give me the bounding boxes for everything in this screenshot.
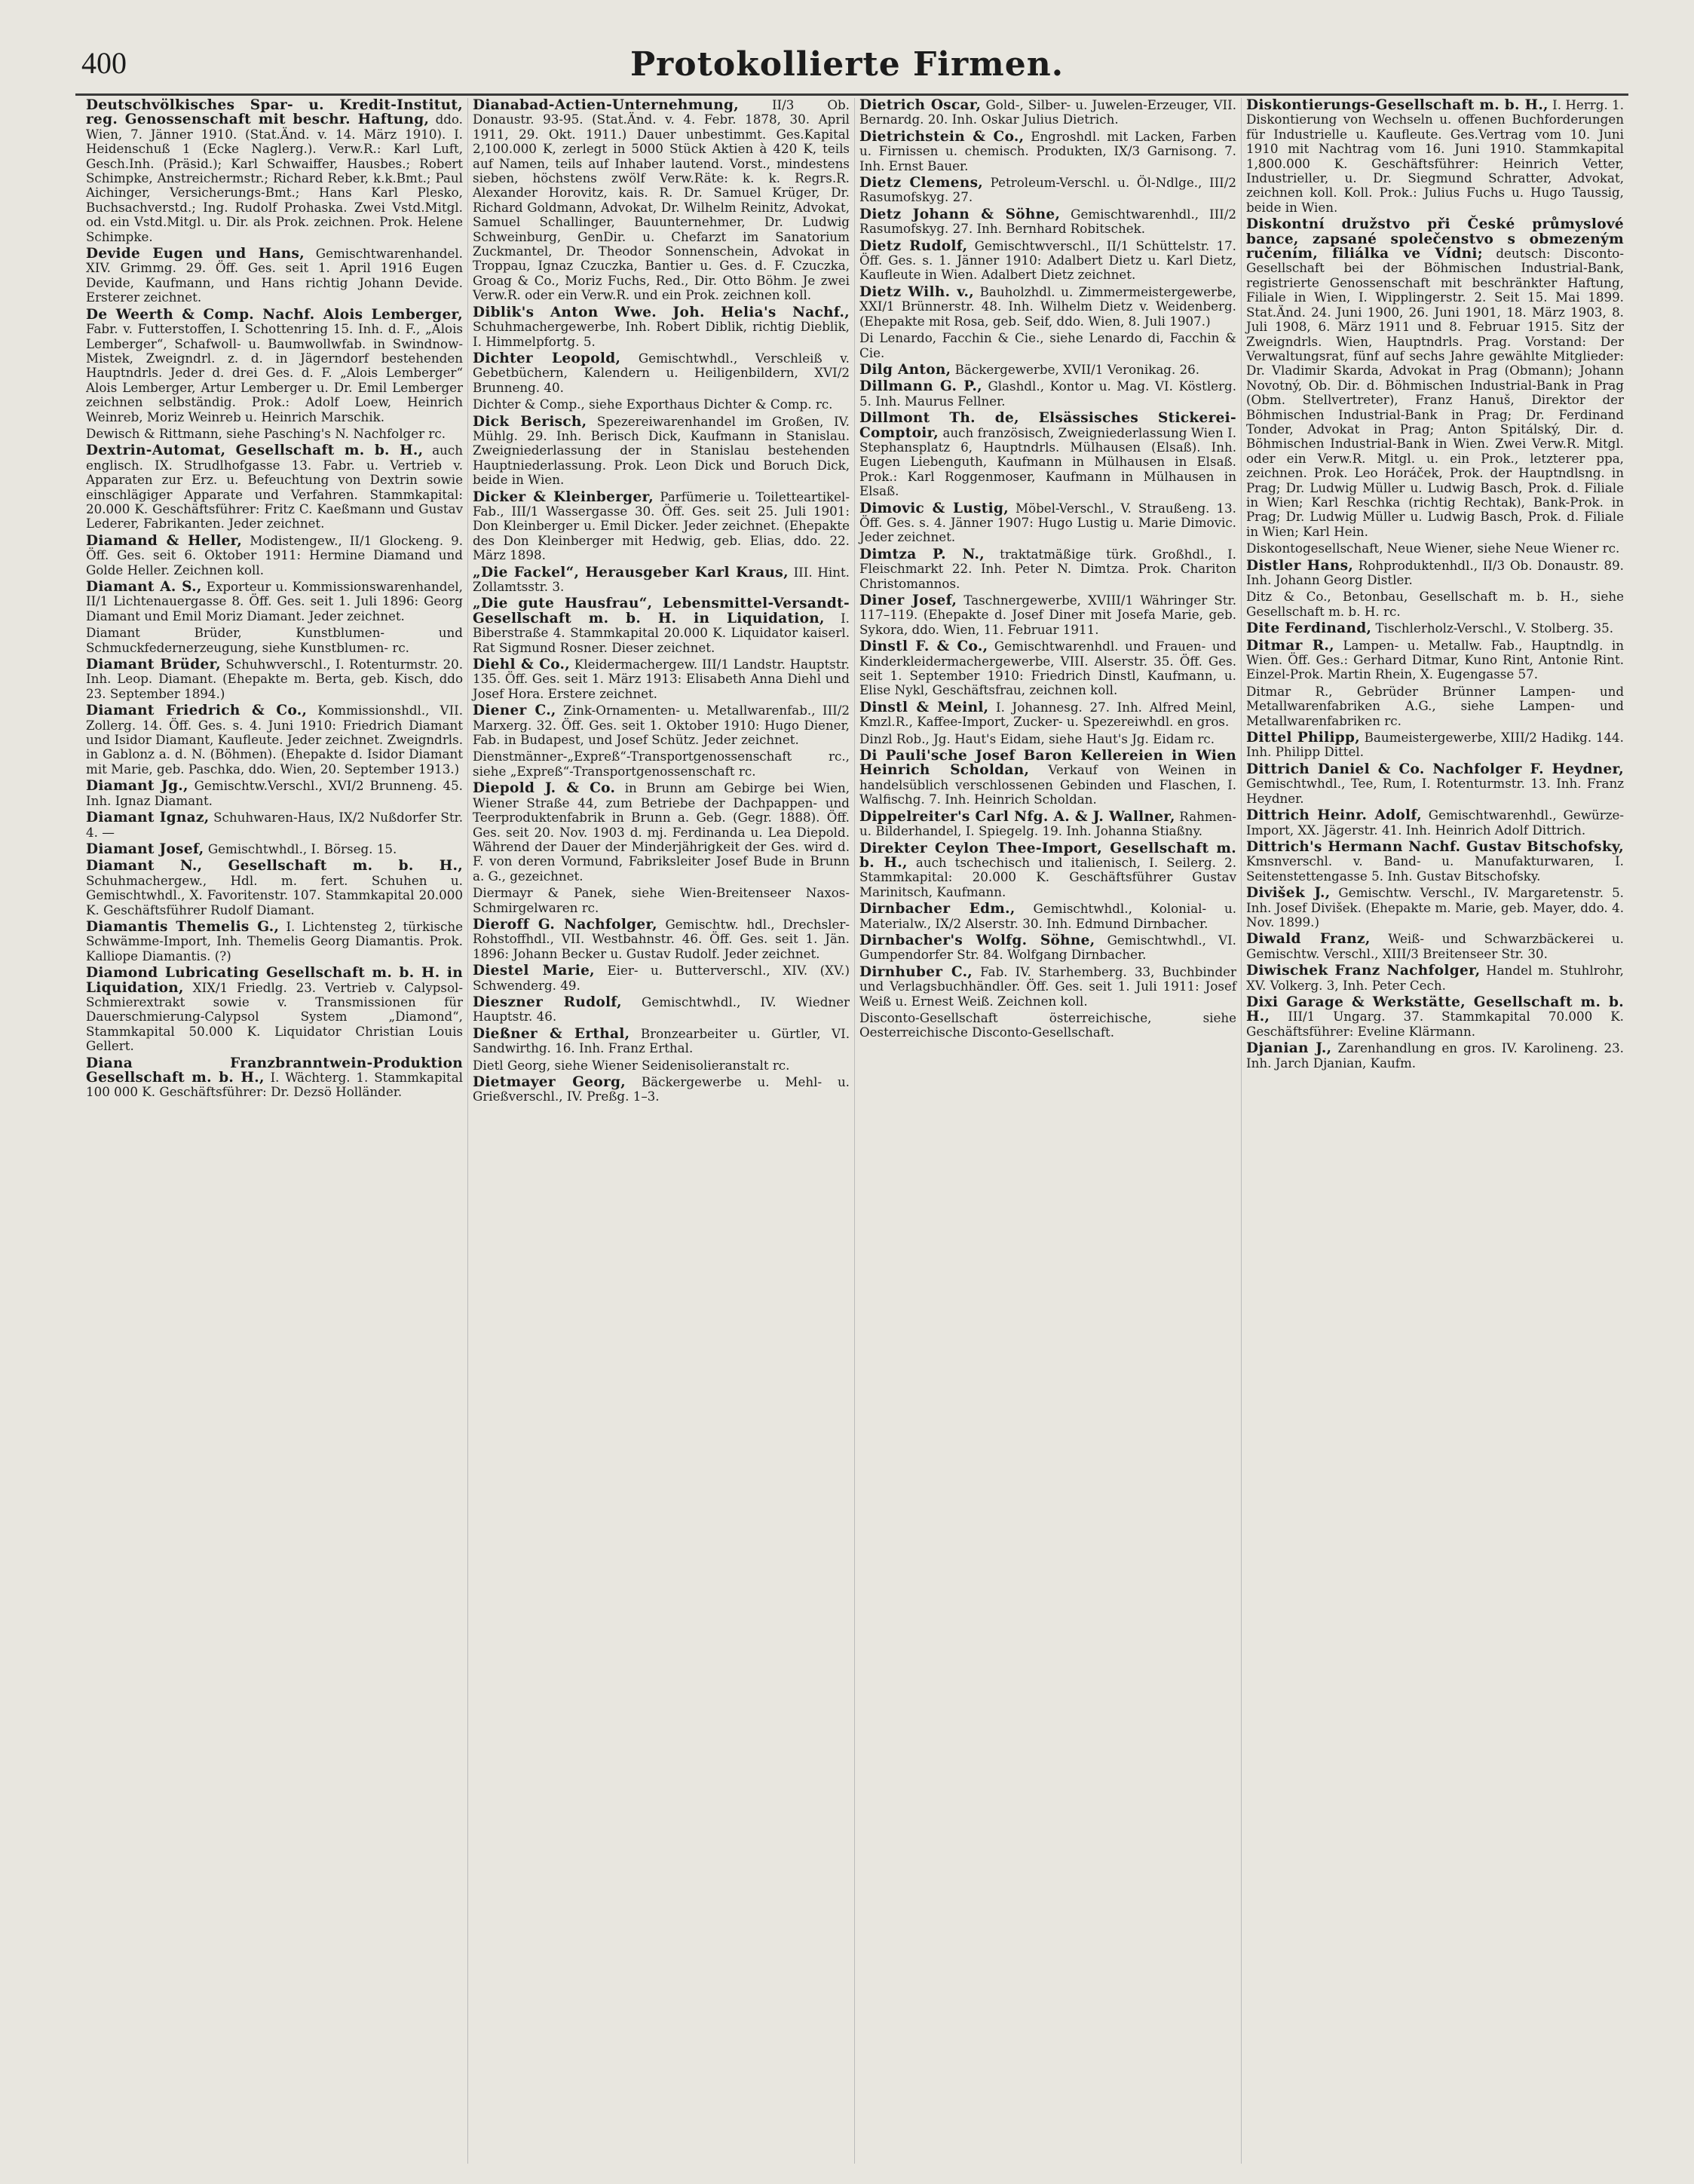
firm-entry bbox=[473, 1058, 850, 1073]
firm-entry bbox=[859, 933, 1236, 963]
firm-details: Schuhmachergew., Hdl. m. fert. Schuhen u. Gemischtwhdl., X. Favoritenstr. 107. Stammkapital 20.000 K. Geschäftsführer Rudolf Diamant. bbox=[86, 872, 463, 917]
firm-details: Schuhwaren-Haus, IX/2 Nußdorfer Str. 4. — bbox=[86, 810, 463, 840]
firm-name: Ditmar R., bbox=[1246, 637, 1334, 654]
firm-name: Distler Hans, bbox=[1246, 557, 1354, 574]
firm-details: Taschnergewerbe, XVIII/1 Währinger Str. 117–119. (Ehepakte d. Josef Diner mit Josefa Marie, geb. Sykora, ddo. Wien, 11. Februar 1911. bbox=[859, 593, 1236, 637]
firm-details: auch englisch. IX. Strudlhofgasse 13. Fabr. u. Vertrieb v. Apparaten zur Erz. u. Befeuchtung von Dextrin sowie einschlägiger Apparate und Verfahren. Stammkapital: 20.000 K. Geschäftsführer: Fritz C. Kaeßmann und Gustav Lederer, Fabrikanten. Jeder zeichnet. bbox=[86, 443, 463, 531]
firm-name: Diamant Ignaz, bbox=[86, 810, 210, 826]
firm-details: Gemischtwhdl., Tee, Rum, I. Rotenturmstr. 13. Inh. Franz Heydner. bbox=[1246, 776, 1624, 806]
firm-name: Dimtza P. N., bbox=[859, 546, 985, 562]
firm-name: Dinstl & Meinl, bbox=[859, 699, 989, 715]
firm-details: Diermayr & Panek, siehe Wien-Breitenseer Naxos-Schmirgelwaren rc. bbox=[473, 885, 850, 915]
firm-details: Gemischtw.Verschl., XVI/2 Brunneng. 45. Inh. Ignaz Diamant. bbox=[86, 778, 463, 808]
firm-details: Ditz & Co., Betonbau, Gesellschaft m. b. H., siehe Gesellschaft m. b. H. rc. bbox=[1246, 589, 1624, 619]
firm-details: Ditmar R., Gebrüder Brünner Lampen- und Metallwarenfabriken A.G., siehe Lampen- und Metallwarenfabriken rc. bbox=[1246, 683, 1624, 728]
firm-details: Bäckergewerbe u. Mehl- u. Grießverschl., IV. Preßg. 1–3. bbox=[473, 1074, 850, 1104]
firm-details: Gemischtwarenhdl., III/2 Rasumofskyg. 27. Inh. Bernhard Robitschek. bbox=[859, 206, 1236, 237]
firm-name: Devide Eugen und Hans, bbox=[86, 246, 305, 262]
firm-name: Diamant Friedrich & Co., bbox=[86, 703, 308, 719]
firm-entry bbox=[86, 842, 463, 856]
firm-entry bbox=[859, 411, 1236, 498]
firm-entry bbox=[859, 841, 1236, 900]
firm-name: Dillmont Th. de, Elsässisches Stickerei-Comptoir, bbox=[859, 410, 1236, 441]
firm-name: Diwald Franz, bbox=[1246, 931, 1371, 948]
firm-details: Glashdl., Kontor u. Mag. VI. Köstlerg. 5. Inh. Maurus Fellner. bbox=[859, 378, 1236, 409]
firm-details: deutsch: Disconto-Gesellschaft bei der Böhmischen Industrial-Bank, registrierte Genossenschaft mit beschränkter Haftung, Filiale in Wien, I. Wipplingerstr. 2. Seit 15. Mai 1899. Stat.Änd. 24. Juni 1900, 26. Juni 1901, 18. März 1903, 8. Juli 1908, 6. März 1911 und 8. Februar 1915. Sitz der Zweigndrls. Wien, Hauptndrls. Prag. Vorstand: Der Verwaltungsrat, fünf auf sechs Jahre gewählte Mitglieder: Dr. Vladimir Skarda, Advokat in Prag (Obmann); Johann Novotný, Ob. Dir. d. Böhmischen Industrial-Bank in Prag (Obm. Stellvertreter), Franz Hanuš, Direktor der Böhmischen Industrial-Bank in Prag; Dr. Ferdinand Tonder, Advokat in Prag; Anton Spitálský, Dir. d. Böhmischen Industrial-Bank in Wien. Zwei Verw.R. Mitgl. oder ein Verw.R. Mitgl. u. ein Prok., letzterer ppa, zeichnen. Prok. Leo Horáček, Prok. der Hauptndlsng. in Prag; Dr. Ludwig Müller u. Ludwig Basch, Prok. d. Filiale in Wien; Karl Reschka (richtig Rechtak), Bank-Prok. in Prag; Dr. Ludwig Müller u. Ludwig Basch, Prok. d. Filiale in Wien; Karl Hein. bbox=[1246, 246, 1624, 539]
firm-entry bbox=[859, 700, 1236, 730]
firm-entry bbox=[1246, 98, 1624, 215]
firm-details: Diamant Brüder, Kunstblumen- und Schmuckfedernerzeugung, siehe Kunstblumen- rc. bbox=[86, 625, 463, 655]
firm-entry bbox=[859, 239, 1236, 283]
firm-details: I. Biberstraße 4. Stammkapital 20.000 K. Liquidator kaiserl. Rat Sigmund Rosner. Dieser zeichnet. bbox=[473, 610, 850, 655]
firm-details: Kommissionshdl., VII. Zollerg. 14. Öff. Ges. s. 4. Juni 1910: Friedrich Diamant und Isidor Diamant, Kaufleute. Jeder zeichnet. Zweigndrls. in Gablonz a. d. N. (Böhmen). (Ehepakte d. Isidor Diamant mit Marie, geb. Paschka, ddo. Wien, 20. September 1913.) bbox=[86, 703, 463, 776]
firm-name: Direkter Ceylon Thee-Import, Gesellschaft m. b. H., bbox=[859, 840, 1236, 871]
firm-name: Diamant A. S., bbox=[86, 579, 202, 595]
firm-details: Gemischtwverschl., II/1 Schüttelstr. 17. Öff. Ges. s. 1. Jänner 1910: Adalbert Dietz u. Karl Dietz, Kaufleute in Wien. Adalbert Dietz zeichnet. bbox=[859, 237, 1236, 283]
firm-entry bbox=[86, 1056, 463, 1100]
firm-entry bbox=[1246, 886, 1624, 930]
firm-entry bbox=[859, 810, 1236, 839]
firm-details: Rahmen- u. Bilderhandel, I. Spiegelg. 19. Inh. Johanna Stiaßny. bbox=[859, 808, 1236, 839]
firm-details: Gemischtw. hdl., Drechsler-Rohstoffhdl., VII. Westbahnstr. 46. Öff. Ges. seit 1. Jän. 1896: Johann Becker u. Gustav Rudolf. Jeder zeichnet. bbox=[473, 916, 850, 961]
firm-details: Gemischtwarenhdl., Gewürze-Import, XX. Jägerstr. 41. Inh. Heinrich Adolf Dittrich. bbox=[1246, 807, 1625, 838]
firm-details: XIX/1 Friedlg. 23. Vertrieb v. Calypsol-Schmierextrakt sowie v. Transmissionen für Dauerschmierung-Calypsol System „Diamond“, Stammkapital 50.000 K. Liquidator Christian Louis Gellert. bbox=[86, 979, 463, 1054]
firm-entry bbox=[1246, 639, 1624, 682]
firm-entry bbox=[1246, 541, 1624, 556]
firm-details: Fab. IV. Starhemberg. 33, Buchbinder und Verlagsbuchhändler. Öff. Ges. seit 1. Juli 1911: Josef Weiß u. Ernest Weiß. Zeichnen koll. bbox=[859, 963, 1236, 1009]
firm-entry bbox=[859, 749, 1236, 807]
firm-name: Dillmann G. P., bbox=[859, 378, 982, 395]
firm-entry bbox=[859, 593, 1236, 637]
firm-details: Di Lenardo, Facchin & Cie., siehe Lenardo di, Facchin & Cie. bbox=[859, 330, 1236, 360]
firm-entry bbox=[86, 247, 463, 305]
firm-entry bbox=[859, 363, 1236, 377]
firm-entry bbox=[1246, 932, 1624, 961]
firm-entry bbox=[473, 963, 850, 993]
firm-details: Gemischtwhdl., I. Börseg. 15. bbox=[207, 841, 397, 856]
firm-details: Dinzl Rob., Jg. Haut's Eidam, siehe Haut's Jg. Eidam rc. bbox=[859, 731, 1215, 746]
firm-details: Kleidermachergew. III/1 Landstr. Hauptstr. 135. Öff. Ges. seit 1. März 1913: Elisabeth Anna Diehl und Josef Hora. Erstere zeichnet. bbox=[473, 657, 850, 701]
firm-details: ddo. Wien, 7. Jänner 1910. (Stat.Änd. v. 14. März 1910). I. Heidenschuß 1 (Ecke Naglerg.). Verw.R.: Karl Luft, Gesch.Inh. (Präsid.); Karl Schwaiffer, Hausbes.; Robert Schimpke, Anstreichermstr.; Richard Reber, k.k.Bmt.; Paul Aichinger, Versicherungs-Bmt.; Hans Karl Plesko, Buchsachverstd.; Ing. Rudolf Prohaska. Zwei Vstd.Mitgl. od. ein Vstd.Mitgl. u. Dir. als Prok. zeichnen. Prok. Helene Schimpke. bbox=[86, 112, 463, 244]
firm-details: Gemischtwarenhandel. XIV. Grimmg. 29. Öff. Ges. seit 1. April 1916 Eugen Devide, Kaufmann, und Hans richtig Johann Devide. Ersterer zeichnet. bbox=[86, 246, 463, 305]
firm-name: Dieszner Rudolf, bbox=[473, 994, 622, 1010]
firm-name: Di Pauli'sche Josef Baron Kellereien in Wien Heinrich Scholdan, bbox=[859, 748, 1236, 779]
firm-name: Dippelreiter's Carl Nfg. A. & J. Wallner, bbox=[859, 808, 1175, 825]
firm-name: Dirnbacher's Wolfg. Söhne, bbox=[859, 932, 1095, 948]
firm-name: Dittrich's Hermann Nachf. Gustav Bitschofsky, bbox=[1246, 838, 1624, 855]
firm-details: Zarenhandlung en gros. IV. Karolineng. 23. Inh. Jarch Djanian, Kaufm. bbox=[1246, 1040, 1624, 1071]
firm-name: Dittrich Heinr. Adolf, bbox=[1246, 807, 1422, 824]
firm-entry bbox=[473, 305, 850, 349]
firm-details: Parfümerie u. Toiletteartikel-Fab., III/1 Wassergasse 30. Öff. Ges. seit 25. Juli 1901: Don Kleinberger u. Emil Dicker. Jeder zeichnet. (Ehepakte des Don Kleinberger mit Hedwig, geb. Elias, ddo. 22. März 1898. bbox=[473, 489, 850, 563]
firm-details: Diskontogesellschaft, Neue Wiener, siehe Neue Wiener rc. bbox=[1246, 541, 1620, 556]
firm-entry bbox=[473, 1075, 850, 1104]
header-rule bbox=[75, 93, 1628, 96]
firm-name: Dietmayer Georg, bbox=[473, 1074, 626, 1090]
firm-name: Diepold J. & Co. bbox=[473, 780, 616, 797]
firm-details: Bronzearbeiter u. Gürtler, VI. Sandwirthg. 16. Inh. Franz Erthal. bbox=[473, 1025, 850, 1056]
firm-name: Diamantis Themelis G., bbox=[86, 918, 280, 935]
firm-entry bbox=[86, 779, 463, 808]
firm-details: Handel m. Stuhlrohr, XV. Volkerg. 3, Inh. Peter Cech. bbox=[1246, 963, 1624, 993]
firm-details: Eier- u. Butterverschl., XIV. (XV.) Schwenderg. 49. bbox=[473, 963, 850, 993]
firm-details: Gemischtw. Verschl., IV. Margaretenstr. 5. Inh. Josef Divišek. (Ehepakte m. Marie, geb. Mayer, ddo. 4. Nov. 1899.) bbox=[1246, 885, 1624, 930]
firm-name: Dietz Johann & Söhne, bbox=[859, 206, 1061, 222]
firm-details: Kmsnverschl. v. Band- u. Manufakturwaren, I. Seitenstettengasse 5. Inh. Gustav Bitschofsky. bbox=[1246, 853, 1624, 884]
firm-name: Diamond Lubricating Gesellschaft m. b. H. in Liquidation, bbox=[86, 965, 463, 996]
firm-details: I. Johannesg. 27. Inh. Alfred Meinl, Kmzl.R., Kaffee-Import, Zucker- u. Spezereiwhdl. en gros. bbox=[859, 699, 1236, 730]
firm-entry bbox=[473, 415, 850, 488]
firm-entry bbox=[473, 490, 850, 563]
firm-name: Dimovic & Lustig, bbox=[859, 500, 1009, 516]
firm-name: Diner Josef, bbox=[859, 593, 957, 608]
firm-entry bbox=[1246, 217, 1624, 539]
firm-name: Diamant N., Gesellschaft m. b. H., bbox=[86, 858, 463, 875]
column-1 bbox=[81, 98, 468, 2164]
firm-entry bbox=[86, 657, 463, 701]
firm-name: Diestel Marie, bbox=[473, 963, 595, 979]
firm-details: Disconto-Gesellschaft österreichische, siehe Oesterreichische Disconto-Gesellschaft. bbox=[859, 1009, 1236, 1040]
firm-entry bbox=[1246, 808, 1624, 838]
firm-entry bbox=[859, 379, 1236, 409]
firm-name: Dieroff G. Nachfolger, bbox=[473, 916, 657, 933]
firm-details: in Brunn am Gebirge bei Wien, Wiener Straße 44, zum Betriebe der Dachpappen- und Teerproduktenfabrik in Brunn a. Geb. (Gegr. 1888). Öff. Ges. seit 20. Nov. 1903 d. mj. Ferdinanda u. Lea Diepold. Während der Dauer der Minderjährigkeit der Ges. wird d. F. von deren Vormund, Fabriksleiter Josef Bude in Brunn a. G., gezeichnet. bbox=[473, 780, 850, 884]
firm-details: Schuhwverschl., I. Rotenturmstr. 20. Inh. Leop. Diamant. (Ehepakte m. Berta, geb. Kisch, ddo 23. September 1894.) bbox=[86, 657, 464, 701]
firm-entry bbox=[86, 810, 463, 840]
firm-details: Dewisch & Rittmann, siehe Pasching's N. Nachfolger rc. bbox=[86, 425, 446, 441]
firm-entry bbox=[1246, 685, 1624, 728]
firm-entry bbox=[86, 427, 463, 441]
firm-name: Dietz Clemens, bbox=[859, 175, 984, 191]
page-title: Protokollierte Firmen. bbox=[630, 45, 1064, 84]
firm-name: Dießner & Erthal, bbox=[473, 1025, 630, 1042]
firm-name: Dicker & Kleinberger, bbox=[473, 489, 654, 505]
firm-details: Exporteur u. Kommissionswarenhandel, II/1 Lichtenauergasse 8. Öff. Ges. seit 1. Juli 1896: Georg Diamant und Emil Moriz Diamant. Jeder zeichnet. bbox=[86, 579, 463, 623]
firm-details: Tischlerholz-Verschl., V. Stolberg. 35. bbox=[1375, 620, 1614, 636]
firm-entry bbox=[86, 859, 463, 917]
firm-entry bbox=[859, 285, 1236, 329]
firm-name: Diehl & Co., bbox=[473, 657, 571, 673]
firm-entry bbox=[1246, 840, 1624, 884]
column-4 bbox=[1242, 98, 1628, 2164]
firm-name: Djanian J., bbox=[1246, 1040, 1332, 1057]
firm-entry bbox=[473, 917, 850, 961]
firm-name: Dick Berisch, bbox=[473, 413, 587, 430]
firm-entry bbox=[859, 98, 1236, 127]
firm-details: Weiß- und Schwarzbäckerei u. Gemischtw. Verschl., XIII/3 Breitenseer Str. 30. bbox=[1246, 931, 1624, 961]
firm-details: Gemischtwhdl., VI. Gumpendorfer Str. 84. Wolfgang Dirnbacher. bbox=[859, 932, 1236, 963]
firm-name: Dite Ferdinand, bbox=[1246, 620, 1372, 637]
firm-name: Diamant Brüder, bbox=[86, 657, 221, 673]
firm-details: III/1 Ungarg. 37. Stammkapital 70.000 K. Geschäftsführer: Eveline Klärmann. bbox=[1246, 1009, 1624, 1039]
firm-details: Schuhmachergewerbe, Inh. Robert Diblik, richtig Dieblik, I. Himmelpfortg. 5. bbox=[473, 319, 850, 349]
firm-name: Dietz Rudolf, bbox=[859, 237, 968, 254]
firm-name: Diana Franzbranntwein-Produktion Gesellschaft m. b. H., bbox=[86, 1055, 463, 1086]
firm-details: Verkauf von Weinen in handelsüblich verschlossenen Gebinden und Flaschen, I. Walfischg. 7. Inh. Heinrich Scholdan. bbox=[859, 762, 1236, 807]
firm-entry bbox=[86, 308, 463, 424]
firm-name: Dextrin-Automat, Gesellschaft m. b. H., bbox=[86, 443, 424, 459]
firm-details: Engroshdl. mit Lacken, Farben u. Firnissen u. chemisch. Produkten, IX/3 Garnisong. 7. Inh. Ernst Bauer. bbox=[859, 128, 1236, 173]
firm-details: Dietl Georg, siehe Wiener Seidenisolieranstalt rc. bbox=[473, 1057, 790, 1073]
firm-details: traktatmäßige türk. Großhdl., I. Fleischmarkt 22. Inh. Peter N. Dimtza. Prok. Chariton Christomannos. bbox=[859, 546, 1236, 591]
firm-name: Dixi Garage & Werkstätte, Gesellschaft m. b. H., bbox=[1246, 994, 1624, 1025]
firm-entry bbox=[473, 657, 850, 701]
firm-entry bbox=[473, 1027, 850, 1056]
firm-name: Diskontierungs-Gesellschaft m. b. H., bbox=[1246, 98, 1548, 113]
firm-name: „Die Fackel“, Herausgeber Karl Kraus, bbox=[473, 564, 789, 580]
firm-entry bbox=[859, 1011, 1236, 1040]
firm-name: Deutschvölkisches Spar- u. Kredit-Institut, reg. Genossenschaft mit beschr. Haftung, bbox=[86, 98, 463, 128]
firm-name: Dianabad-Actien-Unternehmung, bbox=[473, 98, 739, 113]
firm-entry bbox=[1246, 963, 1624, 993]
firm-entry bbox=[473, 886, 850, 915]
firm-details: Lampen- u. Metallw. Fab., Hauptndlg. in Wien. Öff. Ges.: Gerhard Ditmar, Kuno Rint, Antonie Rint. Einzel-Prok. Martin Rhein, X. Eugengasse 57. bbox=[1246, 637, 1624, 682]
firm-entry bbox=[86, 443, 463, 531]
column-2 bbox=[468, 98, 855, 2164]
firm-entry bbox=[86, 703, 463, 776]
firm-entry bbox=[1246, 590, 1624, 619]
firm-name: Dichter Leopold, bbox=[473, 350, 621, 366]
firm-name: Dittel Philipp, bbox=[1246, 730, 1361, 746]
firm-entry bbox=[473, 565, 850, 595]
firm-name: De Weerth & Comp. Nachf. Alois Lemberger, bbox=[86, 306, 463, 323]
firm-details: Gemischtwhdl., IV. Wiedner Hauptstr. 46. bbox=[473, 994, 850, 1025]
firm-entry bbox=[86, 98, 463, 244]
firm-details: Modistengew., II/1 Glockeng. 9. Öff. Ges. seit 6. Oktober 1911: Hermine Diamand und Golde Heller. Zeichnen koll. bbox=[86, 532, 464, 577]
firm-name: Diwischek Franz Nachfolger, bbox=[1246, 963, 1481, 979]
firm-details: Bauholzhdl. u. Zimmermeistergewerbe, XXI/1 Brünnerstr. 48. Inh. Wilhelm Dietz v. Weidenberg. (Ehepakte mit Rosa, geb. Seif, ddo. Wien, 8. Juli 1907.) bbox=[859, 283, 1236, 329]
page-number: 400 bbox=[81, 46, 127, 80]
firm-entry bbox=[859, 902, 1236, 931]
firm-details: III. Hint. Zollamtsstr. 3. bbox=[473, 564, 850, 594]
firm-name: Dirnhuber C., bbox=[859, 963, 973, 980]
firm-entry bbox=[473, 749, 850, 779]
firm-name: Dilg Anton, bbox=[859, 361, 951, 378]
text-columns bbox=[81, 98, 1628, 2164]
firm-details: Dienstmänner-„Expreß“-Transportgenossenschaft rc., siehe „Expreß“-Transportgenossenschaft rc. bbox=[473, 749, 850, 779]
firm-entry bbox=[473, 781, 850, 884]
firm-details: Spezereiwarenhandel im Großen, IV. Mühlg. 29. Inh. Berisch Dick, Kaufmann in Stanislau. Zweigniederlassung der in Stanislau bestehenden Hauptniederlassung. Prok. Leon Dick und Boruch Dick, beide in Wien. bbox=[473, 413, 850, 488]
firm-entry bbox=[473, 397, 850, 412]
firm-details: Bäckergewerbe, XVII/1 Veronikag. 26. bbox=[954, 361, 1200, 377]
firm-entry bbox=[1246, 731, 1624, 760]
firm-details: I. Wächterg. 1. Stammkapital 100 000 K. Geschäftsführer: Dr. Dezsö Holländer. bbox=[86, 1070, 463, 1100]
firm-details: Petroleum-Verschl. u. Öl-Ndlge., III/2 Rasumofskyg. 27. bbox=[859, 175, 1236, 205]
firm-entry bbox=[859, 732, 1236, 746]
firm-entry bbox=[859, 207, 1236, 237]
firm-details: Gemischtwhdl., Verschleiß v. Gebetbüchern, Kalendern u. Heiligenbildern, XVI/2 Brunneng. 40. bbox=[473, 350, 850, 395]
firm-entry bbox=[473, 596, 850, 655]
firm-entry bbox=[86, 534, 463, 577]
firm-name: Dietrich Oscar, bbox=[859, 98, 982, 113]
firm-entry bbox=[86, 966, 463, 1053]
firm-entry bbox=[859, 547, 1236, 591]
firm-details: Baumeistergewerbe, XIII/2 Hadikg. 144. Inh. Philipp Dittel. bbox=[1246, 730, 1624, 760]
firm-details: Zink-Ornamenten- u. Metallwarenfab., III/2 Marxerg. 32. Öff. Ges. seit 1. Oktober 1910: Hugo Diener, Fab. in Budapest, und Josef Schütz. Jeder zeichnet. bbox=[473, 703, 850, 748]
firm-entry bbox=[473, 703, 850, 747]
firm-name: Diamant Jg., bbox=[86, 778, 188, 795]
firm-entry bbox=[473, 351, 850, 395]
firm-name: Diskontní družstvo při České průmyslové bance, zapsané společenstvo s obmezeným ručením, filiálka ve Vídni; bbox=[1246, 216, 1624, 262]
firm-entry bbox=[859, 130, 1236, 173]
firm-name: Diamant Josef, bbox=[86, 841, 204, 857]
firm-entry bbox=[86, 626, 463, 655]
firm-entry bbox=[1246, 621, 1624, 636]
firm-name: Dietz Wilh. v., bbox=[859, 283, 975, 300]
firm-name: Dietrichstein & Co., bbox=[859, 128, 1025, 145]
firm-name: Diamand & Heller, bbox=[86, 532, 243, 549]
firm-entry bbox=[859, 501, 1236, 545]
firm-details: Gemischtwhdl., Kolonial- u. Materialw., IX/2 Alserstr. 30. Inh. Edmund Dirnbacher. bbox=[859, 901, 1237, 931]
firm-name: Dirnbacher Edm., bbox=[859, 901, 1015, 917]
firm-details: Dichter & Comp., siehe Exporthaus Dichter & Comp. rc. bbox=[473, 397, 833, 412]
firm-details: Fabr. v. Futterstoffen, I. Schottenring 15. Inh. d. F., „Alois Lemberger“, Schafwoll- u. Baumwollwfab. in Swindnow-Mistek, Zweigndrl. z. d. in Jägerndorf bestehenden Hauptndrls. Jeder d. drei Ges. d. F. „Alois Lemberger“ Alois Lemberger, Artur Lemberger u. Dr. Emil Lemberger zeichnen selbständig. Prok.: Adolf Loew, Heinrich Weinreb, Moriz Weinreb u. Heinrich Marschik. bbox=[86, 321, 463, 424]
firm-details: auch tschechisch und italienisch, I. Seilerg. 2. Stammkapital: 20.000 K. Geschäftsführer Gustav Marinitsch, Kaufmann. bbox=[859, 854, 1236, 899]
column-3 bbox=[855, 98, 1242, 2164]
firm-entry bbox=[859, 176, 1236, 205]
firm-entry bbox=[473, 98, 850, 303]
firm-name: Diblik's Anton Wwe. Joh. Helia's Nachf., bbox=[473, 304, 850, 320]
firm-details: II/3 Ob. Donaustr. 93-95. (Stat.Änd. v. 4. Febr. 1878, 30. April 1911, 29. Okt. 1911.) Dauer unbestimmt. Ges.Kapital 2,100.000 K, zerlegt in 5000 Stück Aktien à 420 K, teils auf Namen, teils auf Inhaber lautend. Vorst., mindestens sieben, höchstens zwölf Verw.Räte: k. k. Regrs.R. Alexander Horovitz, kais. R. Dr. Samuel Krüger, Dr. Richard Goldmann, Advokat, Dr. Wilhelm Reinitz, Advokat, Samuel Schallinger, Bauunternehmer, Dr. Ludwig Schweinburg, GenDir. u. Chefarzt im Sanatorium Zuckmantel, Dr. Theodor Sonnenschein, Advokat in Troppau, Ignaz Czuczka, Bantier u. Ges. d. F. Czuczka, Groag & Co., Moriz Fuchs, Red., Dir. Otto Böhm. Je zwei Verw.R. oder ein Verw.R. und ein Prok. zeichnen koll. bbox=[473, 98, 850, 303]
firm-entry bbox=[859, 331, 1236, 360]
firm-entry bbox=[86, 920, 463, 963]
firm-details: Rohproduktenhdl., II/3 Ob. Donaustr. 89. Inh. Johann Georg Distler. bbox=[1246, 557, 1624, 587]
firm-entry bbox=[1246, 1041, 1624, 1071]
firm-details: Gold-, Silber- u. Juwelen-Erzeuger, VII. Bernardg. 20. Inh. Oskar Julius Dietrich. bbox=[859, 98, 1236, 127]
firm-name: Diener C., bbox=[473, 703, 556, 719]
firm-details: auch französisch, Zweigniederlassung Wien I. Stephansplatz 6, Hauptndrls. Mülhausen (Elsaß). Inh. Eugen Liebenguth, Kaufmann in Mülhausen in Elsaß. Prok.: Karl Roggenmoser, Kaufmann in Mülhausen in Elsaß. bbox=[859, 424, 1236, 499]
firm-details: Gemischtwarenhdl. und Frauen- und Kinderkleidermachergewerbe, VIII. Alserstr. 35. Öff. Ges. seit 1. September 1910: Friedrich Dinstl, Kaufmann, u. Elise Nykl, Geschäftsfrau, zeichnen koll. bbox=[859, 639, 1237, 698]
page-header bbox=[0, 45, 1694, 98]
firm-name: Dinstl F. & Co., bbox=[859, 639, 988, 655]
firm-entry bbox=[859, 639, 1236, 698]
firm-details: I. Herrg. 1. Diskontierung von Wechseln u. offenen Buchforderungen für Industrielle u. Kaufleute. Ges.Vertrag vom 10. Juni 1910 mit Nachtrag vom 16. Juni 1910. Stammkapital 1,800.000 K. Geschäftsführer: Heinrich Vetter, Industrieller, u. Dr. Siegmund Schratter, Advokat, zeichnen koll. Koll. Prok.: Julius Fuchs u. Hugo Taussig, beide in Wien. bbox=[1246, 98, 1625, 215]
firm-details: Möbel-Verschl., V. Straußeng. 13. Öff. Ges. s. 4. Jänner 1907: Hugo Lustig u. Marie Dimovic. Jeder zeichnet. bbox=[859, 500, 1236, 545]
firm-name: Dittrich Daniel & Co. Nachfolger F. Heydner, bbox=[1246, 761, 1624, 777]
firm-details: I. Lichtensteg 2, türkische Schwämme-Import, Inh. Themelis Georg Diamantis. Prok. Kalliope Diamantis. (?) bbox=[86, 918, 463, 963]
firm-entry bbox=[473, 995, 850, 1025]
firm-entry bbox=[859, 965, 1236, 1009]
firm-entry bbox=[1246, 762, 1624, 806]
firm-entry bbox=[86, 580, 463, 623]
firm-entry bbox=[1246, 995, 1624, 1039]
firm-name: Divišek J., bbox=[1246, 885, 1331, 902]
firm-entry bbox=[1246, 559, 1624, 588]
firm-name: „Die gute Hausfrau“, Lebensmittel-Versandt-Gesellschaft m. b. H. in Liquidation, bbox=[473, 596, 850, 626]
